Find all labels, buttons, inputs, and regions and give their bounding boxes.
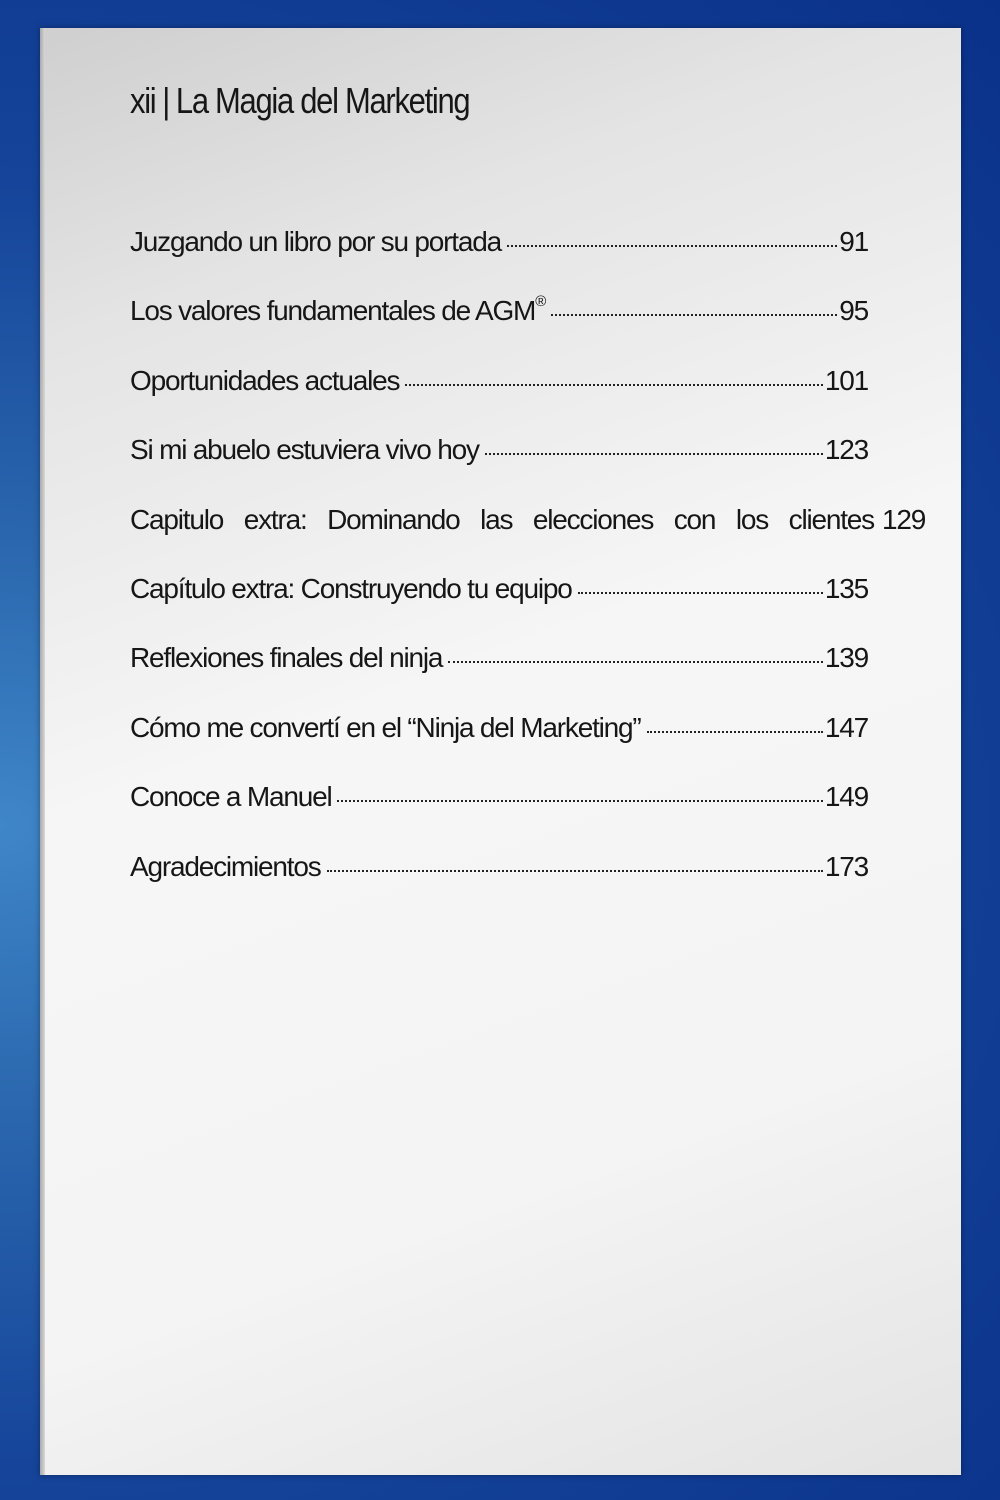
toc-entry-title: Agradecimientos [130, 850, 321, 882]
toc-entry-title: Capítulo extra: Construyendo tu equipo [130, 572, 572, 604]
toc-entry-page: 129 [881, 503, 926, 535]
header-separator: | [162, 80, 170, 121]
header-book-title: La Magia del Marketing [175, 80, 470, 121]
toc-leader-dots [578, 592, 823, 594]
toc-leader-dots [647, 731, 823, 733]
toc-leader-dots [485, 453, 823, 455]
running-header [130, 80, 469, 122]
toc-leader-dots [551, 314, 837, 316]
toc-entry-page: 173 [824, 850, 868, 882]
registered-mark: ® [535, 293, 546, 311]
toc-entry-title [130, 295, 545, 327]
toc-entry-page: 149 [824, 781, 868, 813]
toc-leader-dots [507, 245, 837, 247]
toc-entry-title: Capitulo extra: Dominando las elecciones con los clientes [130, 503, 874, 535]
toc-entry-title-text: Los valores fundamentales de AGM [130, 295, 536, 327]
toc-entry-page: 95 [839, 295, 868, 327]
header-page-number: xii [130, 80, 156, 121]
toc-entry [130, 642, 868, 711]
toc-entry-page: 101 [824, 364, 868, 396]
toc-leader-dots [327, 870, 823, 872]
toc-entry-title: Oportunidades actuales [130, 364, 400, 396]
table-of-contents [130, 226, 926, 920]
toc-entry [130, 712, 868, 781]
toc-entry-title: Si mi abuelo estuviera vivo hoy [130, 434, 479, 466]
toc-entry [130, 226, 868, 295]
toc-entry-title: Juzgando un libro por su portada [130, 226, 501, 257]
toc-entry-page: 135 [824, 572, 868, 604]
toc-entry-title: Reflexiones finales del ninja [130, 642, 443, 674]
toc-leader-dots [337, 800, 822, 802]
toc-entry-page: 147 [824, 711, 868, 743]
toc-entry-title: Conoce a Manuel [130, 781, 332, 813]
toc-entry-page: 91 [839, 226, 868, 257]
toc-entry-title: Cómo me convertí en el “Ninja del Marketing” [130, 711, 641, 743]
toc-entry-page: 123 [824, 434, 868, 466]
toc-entry [130, 781, 868, 850]
toc-entry-page: 139 [824, 642, 868, 674]
toc-leader-dots [405, 384, 823, 386]
toc-leader-dots [448, 661, 823, 663]
toc-entry [130, 434, 868, 503]
toc-entry [130, 573, 868, 642]
book-page [40, 28, 961, 1475]
toc-entry [130, 365, 868, 434]
toc-entry [130, 295, 868, 364]
toc-entry [130, 503, 926, 573]
toc-entry [130, 851, 868, 920]
